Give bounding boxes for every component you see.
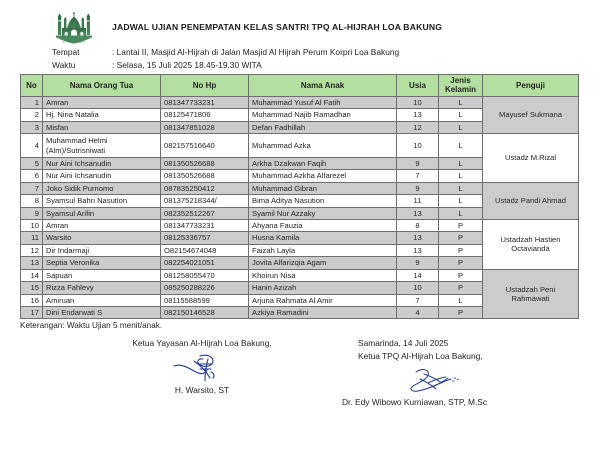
cell-no: 6 [21,170,43,182]
cell-nama-anak: Muhammad Najib Ramadhan [249,109,397,121]
cell-no-hp: 08115588599 [161,294,249,306]
cell-jenis-kelamin: L [439,294,483,306]
cell-no: 16 [21,294,43,306]
cell-usia: 4 [397,306,439,318]
cell-usia: 8 [397,220,439,232]
cell-no-hp: O82154674048 [161,244,249,256]
schedule-table [20,74,579,319]
table-row [21,182,579,194]
cell-no: 4 [21,134,43,158]
signature-mark-warsito [170,352,234,384]
cell-nama-orang-tua: Syamsul Bahri Nasution [43,195,161,207]
cell-usia: 13 [397,207,439,219]
jenis-kelamin-line2: Kelamin [444,85,477,95]
cell-nama-anak: Faizah Layla [249,244,397,256]
cell-no-hp: 08125471806 [161,109,249,121]
cell-no-hp: 081347733231 [161,220,249,232]
col-header-no: No [21,75,43,97]
left-signer-role: Ketua Yayasan Al-Hijrah Loa Bakung, [132,338,272,349]
cell-usia: 14 [397,269,439,281]
right-signer-role: Ketua TPQ Al-Hijrah Loa Bakung, [358,350,483,361]
cell-nama-orang-tua: Nur Aini Ichsanudin [43,158,161,170]
cell-nama-orang-tua: Syamsul Arifin [43,207,161,219]
signature-footer [0,337,600,425]
cell-no: 17 [21,306,43,318]
cell-no: 2 [21,109,43,121]
cell-nama-anak: Syamil Nur Azzaky [249,207,397,219]
cell-nama-anak: Bima Aditya Nasution [249,195,397,207]
cell-jenis-kelamin: P [439,244,483,256]
meta-row-waktu [52,59,600,72]
col-header-anak: Nama Anak [249,75,397,97]
schedule-table-wrapper [0,74,600,319]
cell-jenis-kelamin: L [439,96,483,108]
signature-mark-edy [402,366,472,396]
meta-label-waktu: Waktu [52,59,76,70]
cell-nama-orang-tua: Hj. Nina Natalia [43,109,161,121]
table-row [21,96,579,108]
cell-nama-anak: Arkha Dzakwan Faqih [249,158,397,170]
cell-penguji: Mayusef Sukmana [483,96,579,133]
cell-jenis-kelamin: P [439,282,483,294]
table-row [21,134,579,158]
cell-nama-anak: Defan Fadhillah [249,121,397,133]
cell-nama-orang-tua: Warsito [43,232,161,244]
cell-jenis-kelamin: P [439,306,483,318]
col-header-penguji: Penguji [483,75,579,97]
cell-nama-anak: Khoirun Nisa [249,269,397,281]
cell-usia: 11 [397,195,439,207]
cell-no: 1 [21,96,43,108]
cell-jenis-kelamin: L [439,134,483,158]
cell-no-hp: 087835250412 [161,182,249,194]
cell-penguji: Ustadz Pandi Ahmad [483,182,579,219]
col-header-hp: No Hp [161,75,249,97]
cell-nama-anak: Muhammad Azka [249,134,397,158]
cell-no-hp: 081350526688 [161,170,249,182]
cell-usia: 9 [397,158,439,170]
cell-usia: 9 [397,182,439,194]
cell-jenis-kelamin: L [439,195,483,207]
cell-usia: 10 [397,134,439,158]
document-title: JADWAL UJIAN PENEMPATAN KELAS SANTRI TPQ AL-HIJRAH LOA BAKUNG [112,21,443,32]
cell-no: 13 [21,257,43,269]
cell-no: 11 [21,232,43,244]
cell-no-hp: 085250288226 [161,282,249,294]
cell-nama-orang-tua: Misfan [43,121,161,133]
col-header-usia: Usia [397,75,439,97]
table-row [21,220,579,232]
table-row [21,269,579,281]
cell-penguji: Ustadzah Hastien Octavianda [483,220,579,270]
cell-usia: 13 [397,232,439,244]
cell-nama-orang-tua: Muhammad Helmi (Alm)/Sutrisniwati [43,134,161,158]
cell-jenis-kelamin: P [439,232,483,244]
cell-usia: 13 [397,244,439,256]
note-text: Keterangan: Waktu Ujian 5 menit/anak. [20,321,163,331]
cell-nama-orang-tua: Nur Aini Ichsanudin [43,170,161,182]
cell-jenis-kelamin: L [439,170,483,182]
cell-usia: 13 [397,109,439,121]
cell-no: 15 [21,282,43,294]
cell-nama-anak: Ahyana Fauzia [249,220,397,232]
document-header [0,0,600,44]
location-date: Samarinda, 14 Juli 2025 [358,338,449,349]
cell-nama-orang-tua: Joko Sidik Purnomo [43,182,161,194]
svg-text:Al - Hijrah Loa Bakung: Al - Hijrah Loa Bakung [62,40,86,43]
cell-no: 10 [21,220,43,232]
meta-label-tempat: Tempat [52,47,80,57]
cell-penguji: Ustadz M.Rizal [483,134,579,183]
cell-nama-anak: Muhammad Yusuf Al Fatih [249,96,397,108]
cell-no-hp: 082150146528 [161,306,249,318]
right-signature-area [330,362,570,396]
cell-usia: 10 [397,96,439,108]
col-header-ortu: Nama Orang Tua [43,75,161,97]
cell-no-hp: 081347851028 [161,121,249,133]
meta-value-tempat: : Lantai II, Masjid Al-Hijrah di Jalan Masjid Al Hijrah Perum Korpri Loa Bakung [112,47,400,57]
table-header-row [21,75,579,97]
cell-jenis-kelamin: P [439,257,483,269]
cell-usia: 9 [397,257,439,269]
cell-nama-anak: Arjuna Rahmata Al Amir [249,294,397,306]
signature-block-left [92,337,312,396]
cell-nama-orang-tua: Septia Veronika [43,257,161,269]
jenis-kelamin-line1: Jenis [450,76,471,85]
cell-nama-anak: Muhammad Gibran [249,182,397,194]
cell-nama-anak: Hanin Azizah [249,282,397,294]
cell-nama-orang-tua: Sapuan [43,269,161,281]
cell-no-hp: 081375218344/ [161,195,249,207]
cell-no-hp: 081350526688 [161,158,249,170]
cell-no: 14 [21,269,43,281]
cell-usia: 12 [397,121,439,133]
cell-nama-orang-tua: Dini Endarwati S [43,306,161,318]
cell-nama-orang-tua: Amran [43,96,161,108]
cell-nama-orang-tua: Rizza Fahlevy [43,282,161,294]
cell-nama-anak: Azkiya Ramadini [249,306,397,318]
cell-usia: 7 [397,294,439,306]
col-header-jenis-kelamin [439,75,483,97]
cell-jenis-kelamin: P [439,269,483,281]
mosque-logo-icon [52,8,96,46]
cell-no: 3 [21,121,43,133]
table-header [21,75,579,97]
left-signature-area [92,350,312,384]
cell-no: 7 [21,182,43,194]
right-signer-name: Dr. Edy Wibowo Kurniawan, STP, M.Sc [342,397,488,408]
cell-usia: 10 [397,282,439,294]
cell-usia: 7 [397,170,439,182]
cell-no-hp: 082157516640 [161,134,249,158]
cell-no-hp: 08125336757 [161,232,249,244]
signature-block-right [330,337,570,409]
cell-no-hp: 082254021051 [161,257,249,269]
cell-nama-orang-tua: Dir Indarmaji [43,244,161,256]
cell-no-hp: 081347733231 [161,96,249,108]
cell-jenis-kelamin: L [439,158,483,170]
cell-jenis-kelamin: L [439,182,483,194]
cell-nama-orang-tua: Amran [43,220,161,232]
cell-no: 5 [21,158,43,170]
cell-no-hp: 082352512267 [161,207,249,219]
event-meta [0,46,600,71]
cell-jenis-kelamin: L [439,109,483,121]
cell-jenis-kelamin: P [439,220,483,232]
cell-nama-anak: Husna Kamila [249,232,397,244]
cell-nama-anak: Muhammad Azkha Alfarezel [249,170,397,182]
table-body [21,96,579,319]
cell-penguji: Ustadzah Peni Rahmawati [483,269,579,319]
cell-nama-orang-tua: Amiruan [43,294,161,306]
cell-nama-anak: Jovita Alfarizqia Agam [249,257,397,269]
meta-value-waktu: : Selasa, 15 Juli 2025 18.45-19.30 WITA [112,59,262,70]
cell-no: 12 [21,244,43,256]
cell-no: 8 [21,195,43,207]
cell-jenis-kelamin: L [439,207,483,219]
left-signer-name: H. Warsito, ST [174,384,230,395]
cell-jenis-kelamin: L [439,121,483,133]
meta-row-tempat [52,46,600,59]
cell-no-hp: 081258055470 [161,269,249,281]
cell-no: 9 [21,207,43,219]
